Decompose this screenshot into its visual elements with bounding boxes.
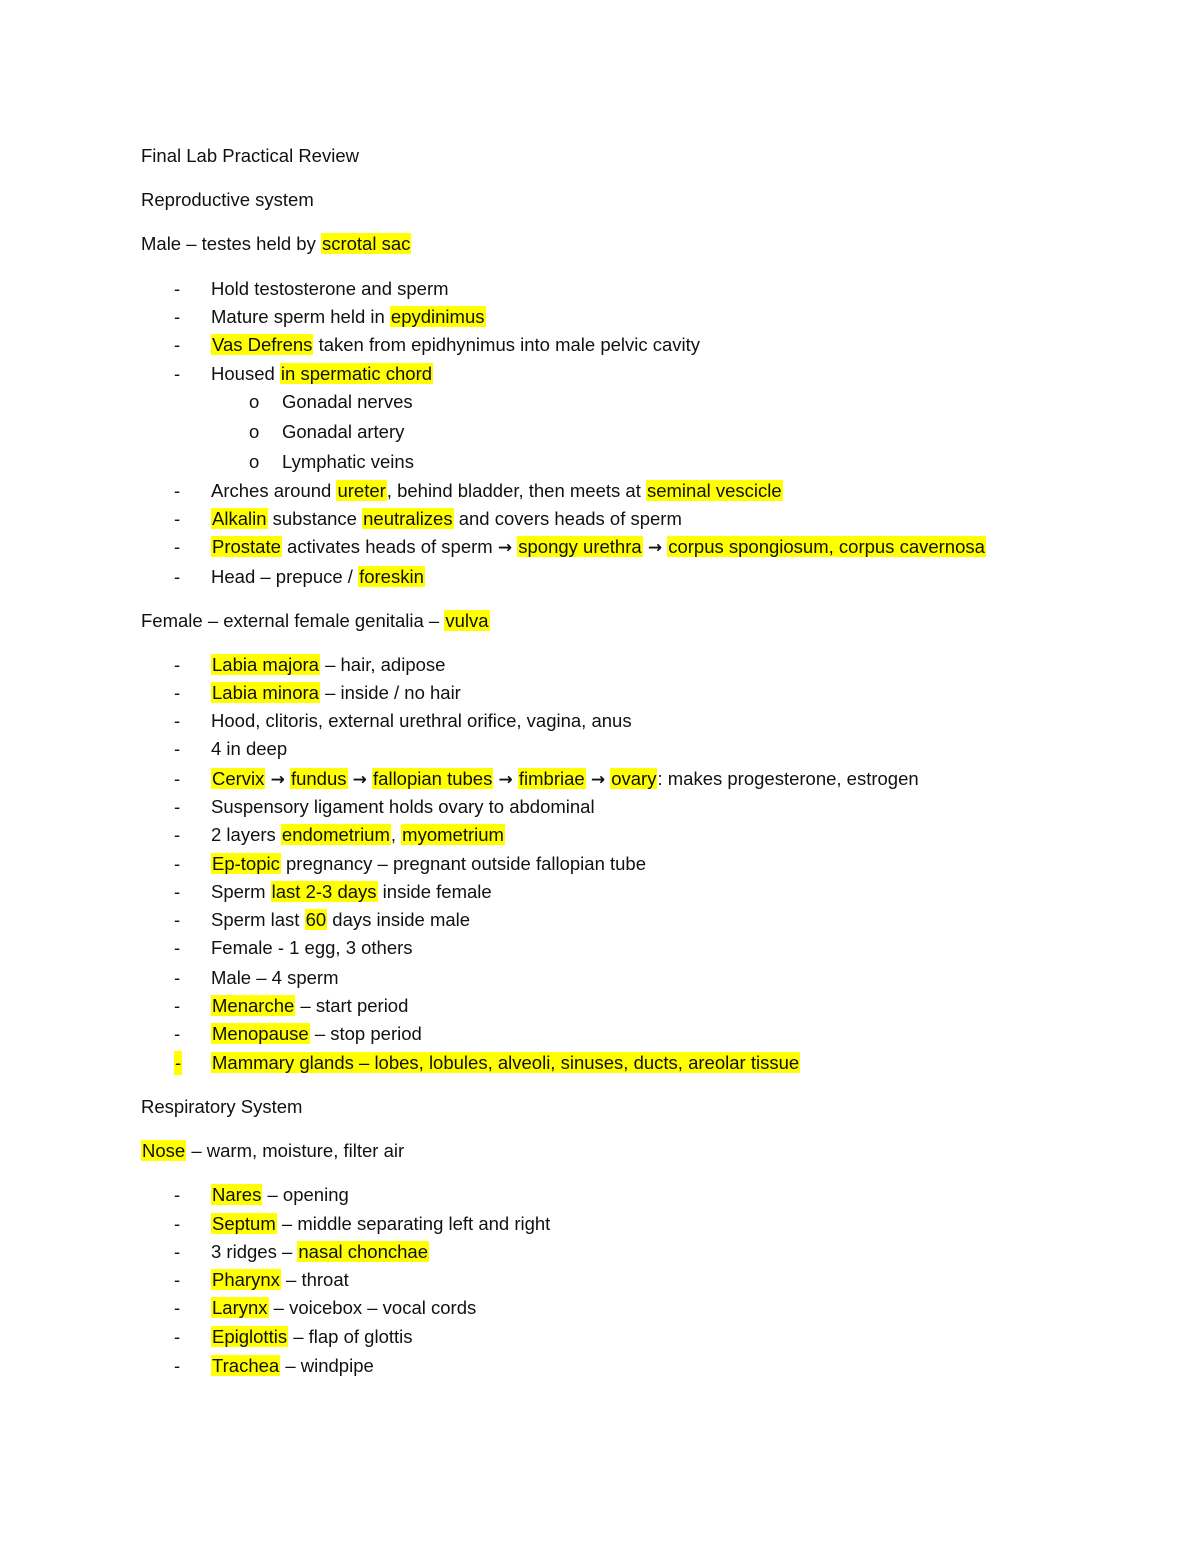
- circle-bullet-icon: o: [249, 421, 260, 442]
- highlighted-term: Nose: [142, 1140, 186, 1161]
- highlighted-term: fimbriae: [518, 768, 585, 789]
- right-arrow-icon: →: [498, 770, 513, 790]
- line-text: [211, 333, 700, 357]
- text-run: Hold testosterone and sperm: [211, 278, 449, 299]
- highlighted-term: endometrium: [281, 824, 390, 845]
- circle-bullet-icon: o: [249, 451, 260, 472]
- right-arrow-icon: →: [270, 770, 285, 790]
- dash-bullet-icon: -: [174, 937, 181, 958]
- text-run: , behind bladder, then meets at: [386, 480, 646, 501]
- right-arrow-icon: →: [497, 538, 513, 558]
- text-run: Suspensory ligament holds ovary to abdominal: [211, 796, 595, 817]
- text-run: Reproductive system: [141, 189, 314, 210]
- text-run: Head – prepuce /: [211, 566, 359, 587]
- dash-bullet-icon: -: [174, 654, 181, 675]
- line-text: [211, 1325, 413, 1349]
- text-run: activates heads of sperm: [281, 536, 498, 557]
- circle-bullet-icon: o: [249, 391, 260, 412]
- line-text: [211, 1051, 800, 1075]
- dash-bullet-icon: -: [174, 536, 181, 557]
- text-run: Lymphatic veins: [282, 451, 414, 472]
- line-text: [211, 880, 492, 904]
- text-run: Hood, clitoris, external urethral orifice, vagina, anus: [211, 710, 632, 731]
- line-text: [211, 709, 632, 733]
- highlighted-term: Larynx: [212, 1297, 268, 1318]
- section-heading: [141, 188, 314, 212]
- line-text: [211, 507, 682, 531]
- section-heading: [141, 144, 359, 168]
- line-text: [141, 189, 314, 210]
- line-text: [211, 1296, 476, 1320]
- text-run: – flap of glottis: [288, 1326, 413, 1347]
- text-run: – inside / no hair: [319, 682, 461, 703]
- text-run: ,: [390, 824, 402, 845]
- line-text: [211, 653, 445, 677]
- text-run: Final Lab Practical Review: [141, 145, 359, 166]
- highlighted-term: Menopause: [212, 1023, 309, 1044]
- line-text: [211, 479, 783, 503]
- line-text: [211, 535, 986, 560]
- dash-bullet-icon: -: [174, 909, 181, 930]
- line-text: [211, 852, 646, 876]
- text-run: – windpipe: [280, 1355, 374, 1376]
- dash-bullet-icon: -: [174, 508, 181, 529]
- line-text: [211, 681, 461, 705]
- dash-bullet-icon: -: [174, 881, 181, 902]
- text-run: taken from epidhynimus into male pelvic cavity: [313, 334, 701, 355]
- highlighted-term: neutralizes: [363, 508, 453, 529]
- highlighted-term: vulva: [445, 610, 489, 631]
- text-run: and covers heads of sperm: [453, 508, 682, 529]
- dash-bullet-icon: -: [174, 768, 181, 789]
- line-text: [211, 823, 505, 847]
- line-text: [211, 1354, 374, 1378]
- section-heading: [141, 1139, 404, 1163]
- line-text: [211, 1240, 429, 1264]
- text-run: Sperm last: [211, 909, 305, 930]
- highlighted-term: Ep-topic: [212, 853, 280, 874]
- text-run: 4 in deep: [211, 738, 288, 759]
- highlighted-term: Mammary glands – lobes, lobules, alveoli, sinuses, ducts, areolar tissue: [212, 1052, 800, 1073]
- text-run: Gonadal artery: [282, 421, 405, 442]
- dash-bullet-icon: -: [174, 306, 181, 327]
- highlighted-term: epydinimus: [390, 306, 485, 327]
- dash-bullet-icon: -: [174, 480, 181, 501]
- highlighted-term: 60: [305, 909, 327, 930]
- highlighted-term: Alkalin: [212, 508, 267, 529]
- highlighted-term: Labia minora: [212, 682, 319, 703]
- text-run: Mature sperm held in: [211, 306, 390, 327]
- highlighted-term: Septum: [212, 1213, 276, 1234]
- text-run: Male – testes held by: [141, 233, 321, 254]
- text-run: – voicebox – vocal cords: [268, 1297, 477, 1318]
- highlighted-term: nasal chonchae: [298, 1241, 428, 1262]
- dash-bullet-icon: -: [174, 967, 181, 988]
- text-run: Gonadal nerves: [282, 391, 413, 412]
- dash-bullet-icon: -: [175, 1052, 182, 1073]
- section-heading: [141, 609, 490, 633]
- highlighted-term: Pharynx: [212, 1269, 280, 1290]
- line-text: [211, 565, 425, 589]
- right-arrow-icon: →: [352, 770, 367, 790]
- line-text: [282, 420, 404, 444]
- highlighted-term: Epiglottis: [212, 1326, 288, 1347]
- line-text: [141, 1140, 404, 1161]
- dash-bullet-icon: -: [174, 824, 181, 845]
- right-arrow-icon: →: [647, 538, 663, 558]
- dash-bullet-icon: -: [174, 853, 181, 874]
- line-text: [211, 908, 470, 932]
- section-heading: [141, 1095, 302, 1119]
- text-run: – warm, moisture, filter air: [186, 1140, 405, 1161]
- highlighted-term: ovary: [611, 768, 657, 789]
- text-run: 2 layers: [211, 824, 281, 845]
- text-run: – throat: [280, 1269, 349, 1290]
- text-run: Sperm: [211, 881, 271, 902]
- line-text: [211, 1183, 349, 1207]
- section-heading: [141, 232, 411, 256]
- line-text: [282, 390, 413, 414]
- line-text: [141, 233, 411, 254]
- text-run: pregnancy – pregnant outside fallopian tube: [280, 853, 647, 874]
- text-run: substance: [267, 508, 363, 529]
- dash-bullet-icon: -: [174, 682, 181, 703]
- line-text: [211, 994, 408, 1018]
- line-text: [141, 145, 359, 166]
- highlighted-term: scrotal sac: [321, 233, 411, 254]
- dash-bullet-icon: -: [174, 566, 181, 587]
- line-text: [141, 1096, 302, 1117]
- text-run: Female - 1 egg, 3 others: [211, 937, 413, 958]
- dash-bullet-icon: -: [174, 1213, 181, 1234]
- text-run: Female – external female genitalia –: [141, 610, 445, 631]
- highlighted-term: last 2-3 days: [271, 881, 377, 902]
- dash-bullet-icon: -: [174, 995, 181, 1016]
- dash-bullet-icon: -: [174, 1269, 181, 1290]
- highlighted-term: in spermatic chord: [280, 363, 433, 384]
- text-run: Housed: [211, 363, 280, 384]
- line-text: [211, 1022, 422, 1046]
- text-run: : makes progesterone, estrogen: [657, 768, 919, 789]
- dash-bullet-icon: -: [174, 1241, 181, 1262]
- highlighted-term: seminal vescicle: [646, 480, 782, 501]
- highlighted-term: Prostate: [212, 536, 281, 557]
- text-run: days inside male: [327, 909, 471, 930]
- highlighted-term: fallopian tubes: [373, 768, 493, 789]
- text-run: Male – 4 sperm: [211, 967, 339, 988]
- highlighted-term: Vas Defrens: [212, 334, 313, 355]
- text-run: Respiratory System: [141, 1096, 303, 1117]
- text-run: inside female: [377, 881, 492, 902]
- text-run: 3 ridges –: [211, 1241, 298, 1262]
- line-text: [211, 795, 595, 819]
- text-run: – middle separating left and right: [276, 1213, 551, 1234]
- highlighted-term: fundus: [290, 768, 347, 789]
- line-text: [211, 737, 287, 761]
- dash-bullet-icon: -: [174, 1184, 181, 1205]
- highlighted-term: spongy urethra: [518, 536, 642, 557]
- dash-bullet-icon: -: [174, 363, 181, 384]
- line-text: [211, 966, 339, 990]
- line-text: [211, 767, 919, 792]
- highlighted-term: foreskin: [359, 566, 424, 587]
- line-text: [141, 610, 490, 631]
- highlighted-term: corpus spongiosum, corpus cavernosa: [668, 536, 985, 557]
- dash-bullet-icon: -: [174, 1326, 181, 1347]
- line-text: [211, 1212, 550, 1236]
- line-text: [211, 1268, 349, 1292]
- text-run: – stop period: [309, 1023, 422, 1044]
- dash-bullet-icon: -: [174, 1023, 181, 1044]
- highlighted-term: ureter: [337, 480, 386, 501]
- dash-bullet-icon: -: [174, 1297, 181, 1318]
- dash-bullet-icon: -: [174, 738, 181, 759]
- text-run: Arches around: [211, 480, 337, 501]
- line-text: [211, 277, 449, 301]
- highlighted-term: Menarche: [212, 995, 295, 1016]
- highlighted-term: myometrium: [402, 824, 504, 845]
- line-text: [211, 362, 433, 386]
- dash-bullet-icon: -: [174, 334, 181, 355]
- dash-bullet-icon: -: [174, 1355, 181, 1376]
- line-text: [211, 936, 413, 960]
- dash-bullet-icon: -: [174, 710, 181, 731]
- highlighted-term: Labia majora: [212, 654, 319, 675]
- dash-bullet-icon: -: [174, 796, 181, 817]
- text-run: – start period: [295, 995, 409, 1016]
- highlighted-term: Nares: [212, 1184, 262, 1205]
- highlighted-term: Trachea: [212, 1355, 280, 1376]
- text-run: – hair, adipose: [319, 654, 446, 675]
- right-arrow-icon: →: [590, 770, 606, 790]
- text-run: – opening: [262, 1184, 349, 1205]
- dash-bullet-icon: -: [174, 278, 181, 299]
- line-text: [211, 305, 486, 329]
- highlighted-term: Cervix: [212, 768, 265, 789]
- line-text: [282, 450, 414, 474]
